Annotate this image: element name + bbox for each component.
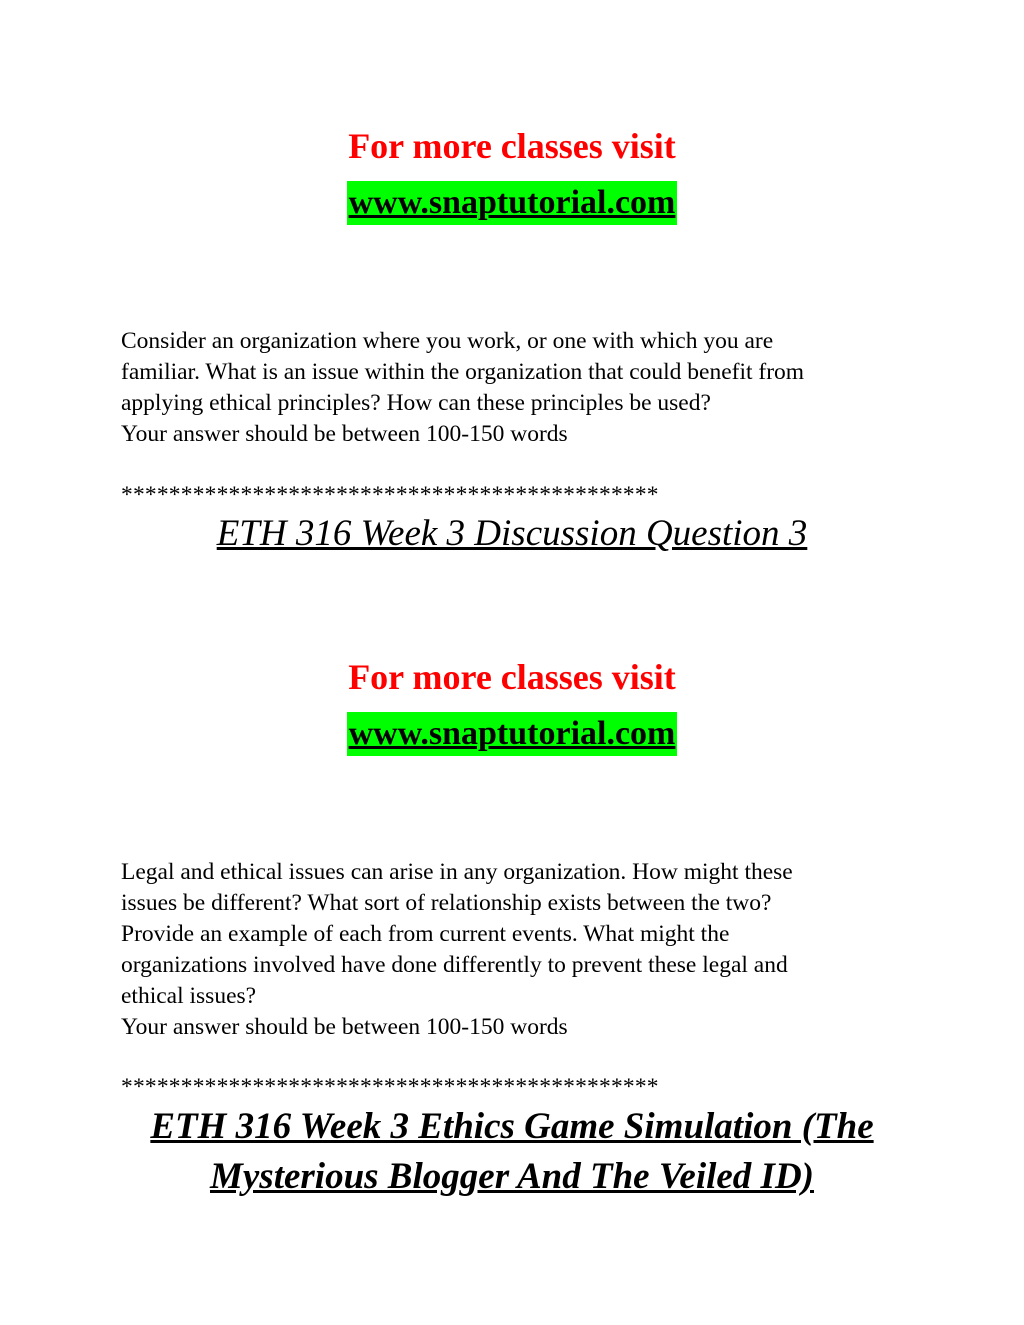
heading-line: Mysterious Blogger And The Veiled ID) <box>209 1156 814 1197</box>
course-heading-discussion-3[interactable]: ETH 316 Week 3 Discussion Question 3 <box>216 513 808 554</box>
promo-title: For more classes visit <box>348 126 676 166</box>
promo-link[interactable]: www.snaptutorial.com <box>347 712 678 756</box>
paragraph-line: familiar. What is an issue within the organization that could benefit from <box>121 359 805 385</box>
paragraph-line: organizations involved have done differently to prevent these legal and <box>121 952 788 978</box>
paragraph-line: ethical issues? <box>121 983 257 1009</box>
paragraph-line: Your answer should be between 100-150 words <box>121 1014 568 1040</box>
separator-stars: ********************************************* <box>121 1074 659 1100</box>
paragraph-line: Consider an organization where you work, or one with which you are <box>121 328 774 354</box>
promo-title: For more classes visit <box>348 657 676 697</box>
course-heading-ethics-game[interactable] <box>0 1102 1024 1202</box>
promo-link[interactable]: www.snaptutorial.com <box>347 181 678 225</box>
promo-block-1 <box>0 125 1024 225</box>
question-paragraph-2 <box>121 857 921 1043</box>
paragraph-line: Your answer should be between 100-150 words <box>121 421 568 447</box>
heading-line: ETH 316 Week 3 Ethics Game Simulation (The <box>150 1106 874 1147</box>
paragraph-line: issues be different? What sort of relationship exists between the two? <box>121 890 772 916</box>
paragraph-line: applying ethical principles? How can these principles be used? <box>121 390 711 416</box>
promo-block-2 <box>0 656 1024 756</box>
paragraph-line: Legal and ethical issues can arise in any organization. How might these <box>121 859 793 885</box>
paragraph-line: Provide an example of each from current events. What might the <box>121 921 730 947</box>
separator-stars: ********************************************* <box>121 482 659 508</box>
question-paragraph-1 <box>121 326 921 450</box>
